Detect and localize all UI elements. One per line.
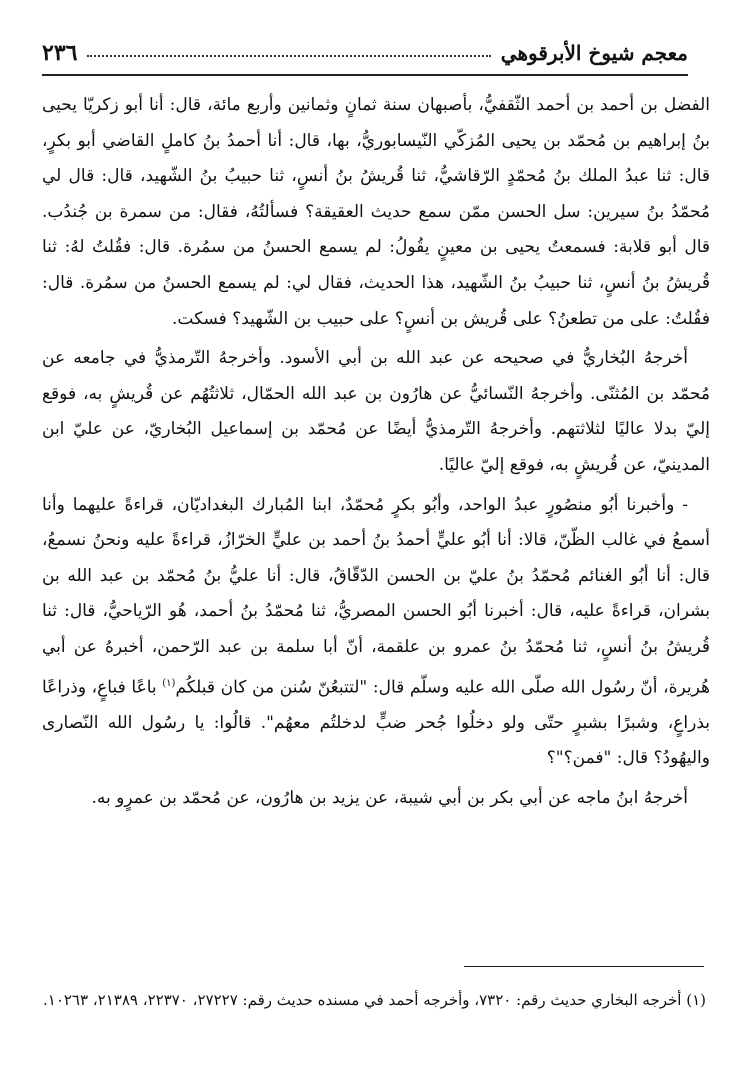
paragraph-takhrij-1: أخرجهُ البُخاريُّ في صحيحه عن عبد الله بن أبي الأسود. وأخرجهُ التّرمذيُّ في جامعه عن مُحمّد بن المُثنّى. وأخرجهُ النّسائيُّ عن هارُون بن عبد الله الحمّال، ثلاثتُهُم عن قُريشٍ به، فوقع إليّ بدلا عاليًا لثلاثتهم. وأخرجهُ التّرمذيُّ أيضًا عن مُحمّد بن إسماعيل البُخاريّ، عن عليّ ابن المدينيّ، عن قُريشٍ به، فوقع إليّ عاليًا. xyxy=(42,348,710,475)
page-number: ٢٣٦ xyxy=(42,40,78,66)
paragraph-hadith-chain-2-text: - وأخبرنا أبُو منصُورٍ عبدُ الواحد، وأبُو بكرٍ مُحمّدٌ، ابنا المُبارك البغداديّان، قراءةً عليهما وأنا أسمعُ في غالب الظّنّ، قالا: أنا أبُو عليٍّ أحمدُ بنُ أحمد بن عليٍّ الخرّازُ، قراءةً عليه ونحنُ نسمعُ، قال: أنا أبُو الغنائم مُحمّدُ بنُ عليّ بن الحسن الدّقّاقُ، قال: أنا عليُّ بنُ مُحمّد بن عبد الله بن بشران، قراءةً عليه، قال: أخبرنا أبُو الحسن المصريُّ، ثنا مُحمّدُ بنُ أحمد، هُو الرّياحيُّ، قال: ثنا قُريشُ بنُ أنسٍ، ثنا مُحمّدُ بنُ عمرو بن علقمة، أنّ أبا سلمة بن عبد الرّحمن، أخبرهُ عن أبي هُريرة، أنّ رسُول الله صلّى الله عليه وسلّم قال: "لتتبعُنّ سُنن من كان قبلكُم xyxy=(42,494,710,698)
paragraph-hadith-chain-2-continuation: باعًا فباعٍ، وذراعًا بذراعٍ، وشبرًا بشبرٍ حتّى ولو دخلُوا جُحر ضبٍّ لدخلتُم معهُم". قالُوا: يا رسُول الله النّصارى واليهُودُ؟ قال: "فمن؟"؟ xyxy=(42,677,710,769)
footnote-1: (١) أخرجه البخاري حديث رقم: ٧٣٢٠، وأخرجه أحمد في مسنده حديث رقم: ٢٧٢٢٧، ٢٢٣٧٠، ٢١٣٨٩، ١٠٢٦٣. xyxy=(42,991,706,1009)
running-head xyxy=(42,38,688,76)
running-head-dotted-leader xyxy=(87,43,490,57)
paragraph-hadith-chain-1: الفضل بن أحمد بن أحمد الثّقفيُّ، بأصبهان سنة ثمانٍ وثمانين وأربع مائة، قال: أنا أبو زكريّا يحيى بنُ إبراهيم بن مُحمّد بن يحيى المُزكّي النّيسابوريُّ، بها، قال: أنا أحمدُ بنُ كاملٍ القاضي أبو بكرٍ، قال: ثنا عبدُ الملك بنُ مُحمّدٍ الرّقاشيُّ، ثنا قُريشُ بنُ أنسٍ، ثنا حبيبُ بنُ الشّهيد، قال: قال لي مُحمّدُ بنُ سيرين: سل الحسن ممّن سمع حديث العقيقة؟ فسألتُهُ، فقال: من سمرة بن جُندُب. قال أبو قلابة: فسمعتُ يحيى بن معينٍ يقُولُ: لم يسمع الحسنُ من سمُرة. قال: فقُلتُ لهُ: ثنا قُريشُ بنُ أنسٍ، ثنا حبيبُ بنُ الشّهيد، هذا الحديث، فقال لي: لم يسمع الحسنُ من سمُرة. قال: فقُلتُ: على من تطعنُ؟ على قُريش بن أنسٍ؟ على حبيب بن الشّهيد؟ فسكت. xyxy=(42,95,710,329)
paragraph-takhrij-2: أخرجهُ ابنُ ماجه عن أبي بكر بن أبي شيبة، عن يزيد بن هارُون، عن مُحمّد بن عمرٍو به. xyxy=(91,787,688,808)
paragraph-hadith-chain-2 xyxy=(42,488,710,777)
footnote-separator-rule xyxy=(464,966,704,967)
footnotes xyxy=(42,984,706,1016)
footnote-reference-1[interactable]: (١) xyxy=(162,677,176,689)
main-text xyxy=(42,88,710,817)
running-head-title: معجم شيوخ الأبرقوهي xyxy=(500,41,688,65)
